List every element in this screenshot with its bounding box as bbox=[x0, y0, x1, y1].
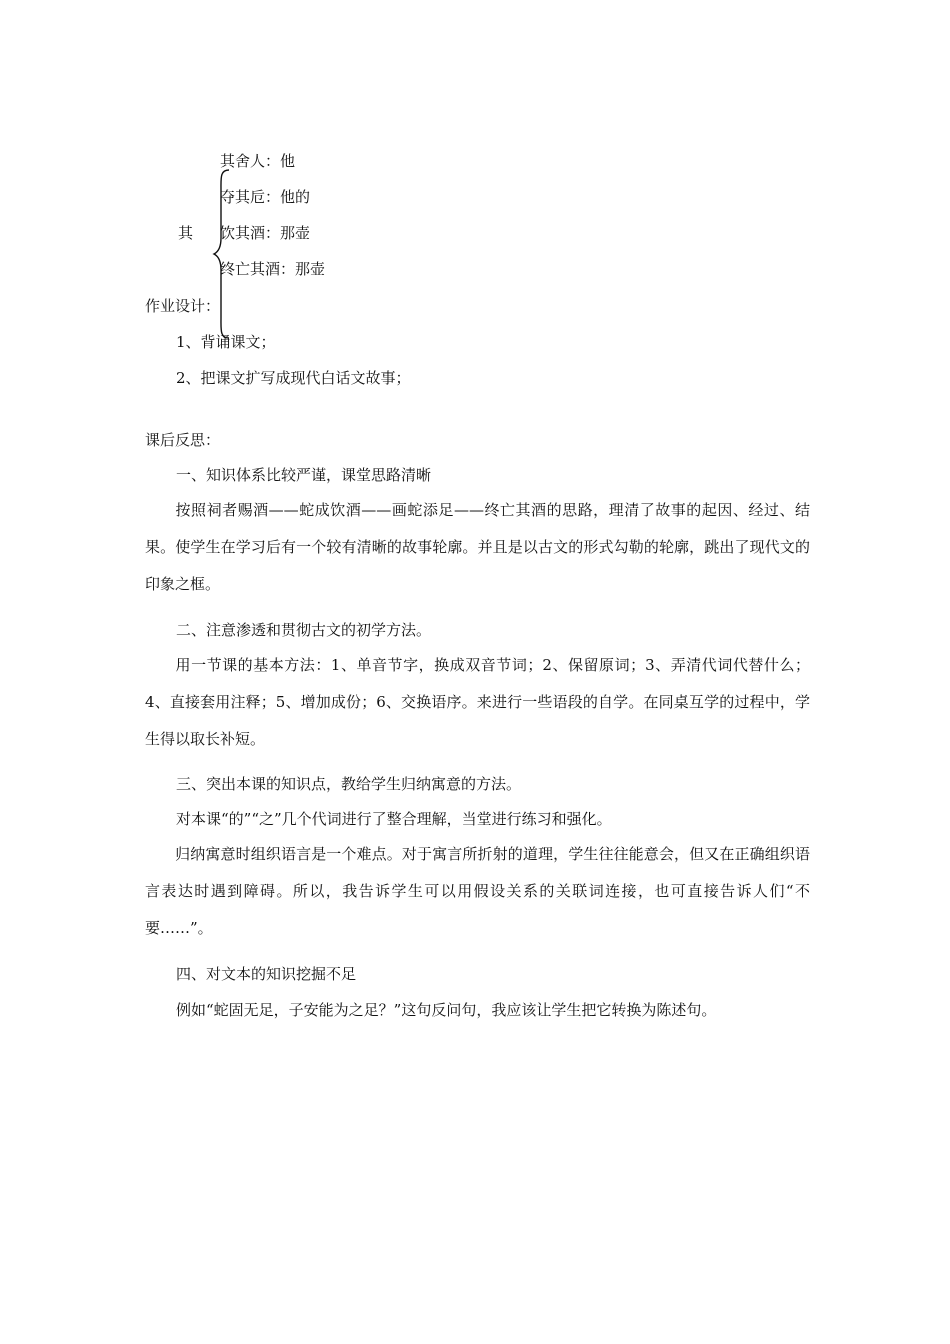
reflection-p4-body: 例如“蛇固无足，子安能为之足？”这句反问句，我应该让学生把它转换为陈述句。 bbox=[176, 1001, 717, 1019]
reflection-p3-heading: 三、突出本课的知识点，教给学生归纳寓意的方法。 bbox=[176, 775, 522, 793]
reflection-p2-text: 用一节课的基本方法：1、单音节字，换成双音节词；2、保留原词；3、弄清代词代替什么；4、直接套用注释；5、增加成份；6、交换语序。来进行一些语段的自学。在同桌互学的过程中，学生得以取长补短。 bbox=[145, 656, 810, 748]
reflection-p3-body1: 对本课“的”“之”几个代词进行了整合理解，当堂进行练习和强化。 bbox=[176, 810, 612, 828]
homework-item-2: 2、把课文扩写成现代白话文故事； bbox=[176, 369, 411, 387]
reflection-p2-body bbox=[145, 647, 810, 758]
reflection-p4-heading: 四、对文本的知识挖掘不足 bbox=[176, 965, 357, 983]
reflection-title: 课后反思： bbox=[145, 431, 221, 449]
qi-item-4: 终亡其酒：那壶 bbox=[220, 260, 326, 278]
reflection-p1-body bbox=[145, 492, 810, 603]
reflection-p3-body2 bbox=[145, 836, 810, 947]
qi-item-2: 夺其卮：他的 bbox=[220, 188, 311, 206]
reflection-p2-heading: 二、注意渗透和贯彻古文的初学方法。 bbox=[176, 621, 432, 639]
reflection-p1-text: 按照祠者赐酒——蛇成饮酒——画蛇添足——终亡其酒的思路，理清了故事的起因、经过、结果。使学生在学习后有一个较有清晰的故事轮廓。并且是以古文的形式勾勒的轮廓，跳出了现代文的印象之框。 bbox=[145, 501, 810, 593]
homework-title: 作业设计： bbox=[145, 297, 221, 315]
reflection-p3-text: 归纳寓意时组织语言是一个难点。对于寓言所折射的道理，学生往往能意会，但又在正确组织语言表达时遇到障碍。所以，我告诉学生可以用假设关系的关联词连接，也可直接告诉人们“不要……”。 bbox=[145, 845, 810, 937]
qi-item-1: 其舍人：他 bbox=[220, 152, 296, 170]
qi-item-3: 饮其酒：那壶 bbox=[220, 224, 311, 242]
qi-char: 其 bbox=[178, 224, 194, 242]
homework-item-1: 1、背诵课文； bbox=[176, 333, 276, 351]
reflection-p1-heading: 一、知识体系比较严谨，课堂思路清晰 bbox=[176, 466, 432, 484]
